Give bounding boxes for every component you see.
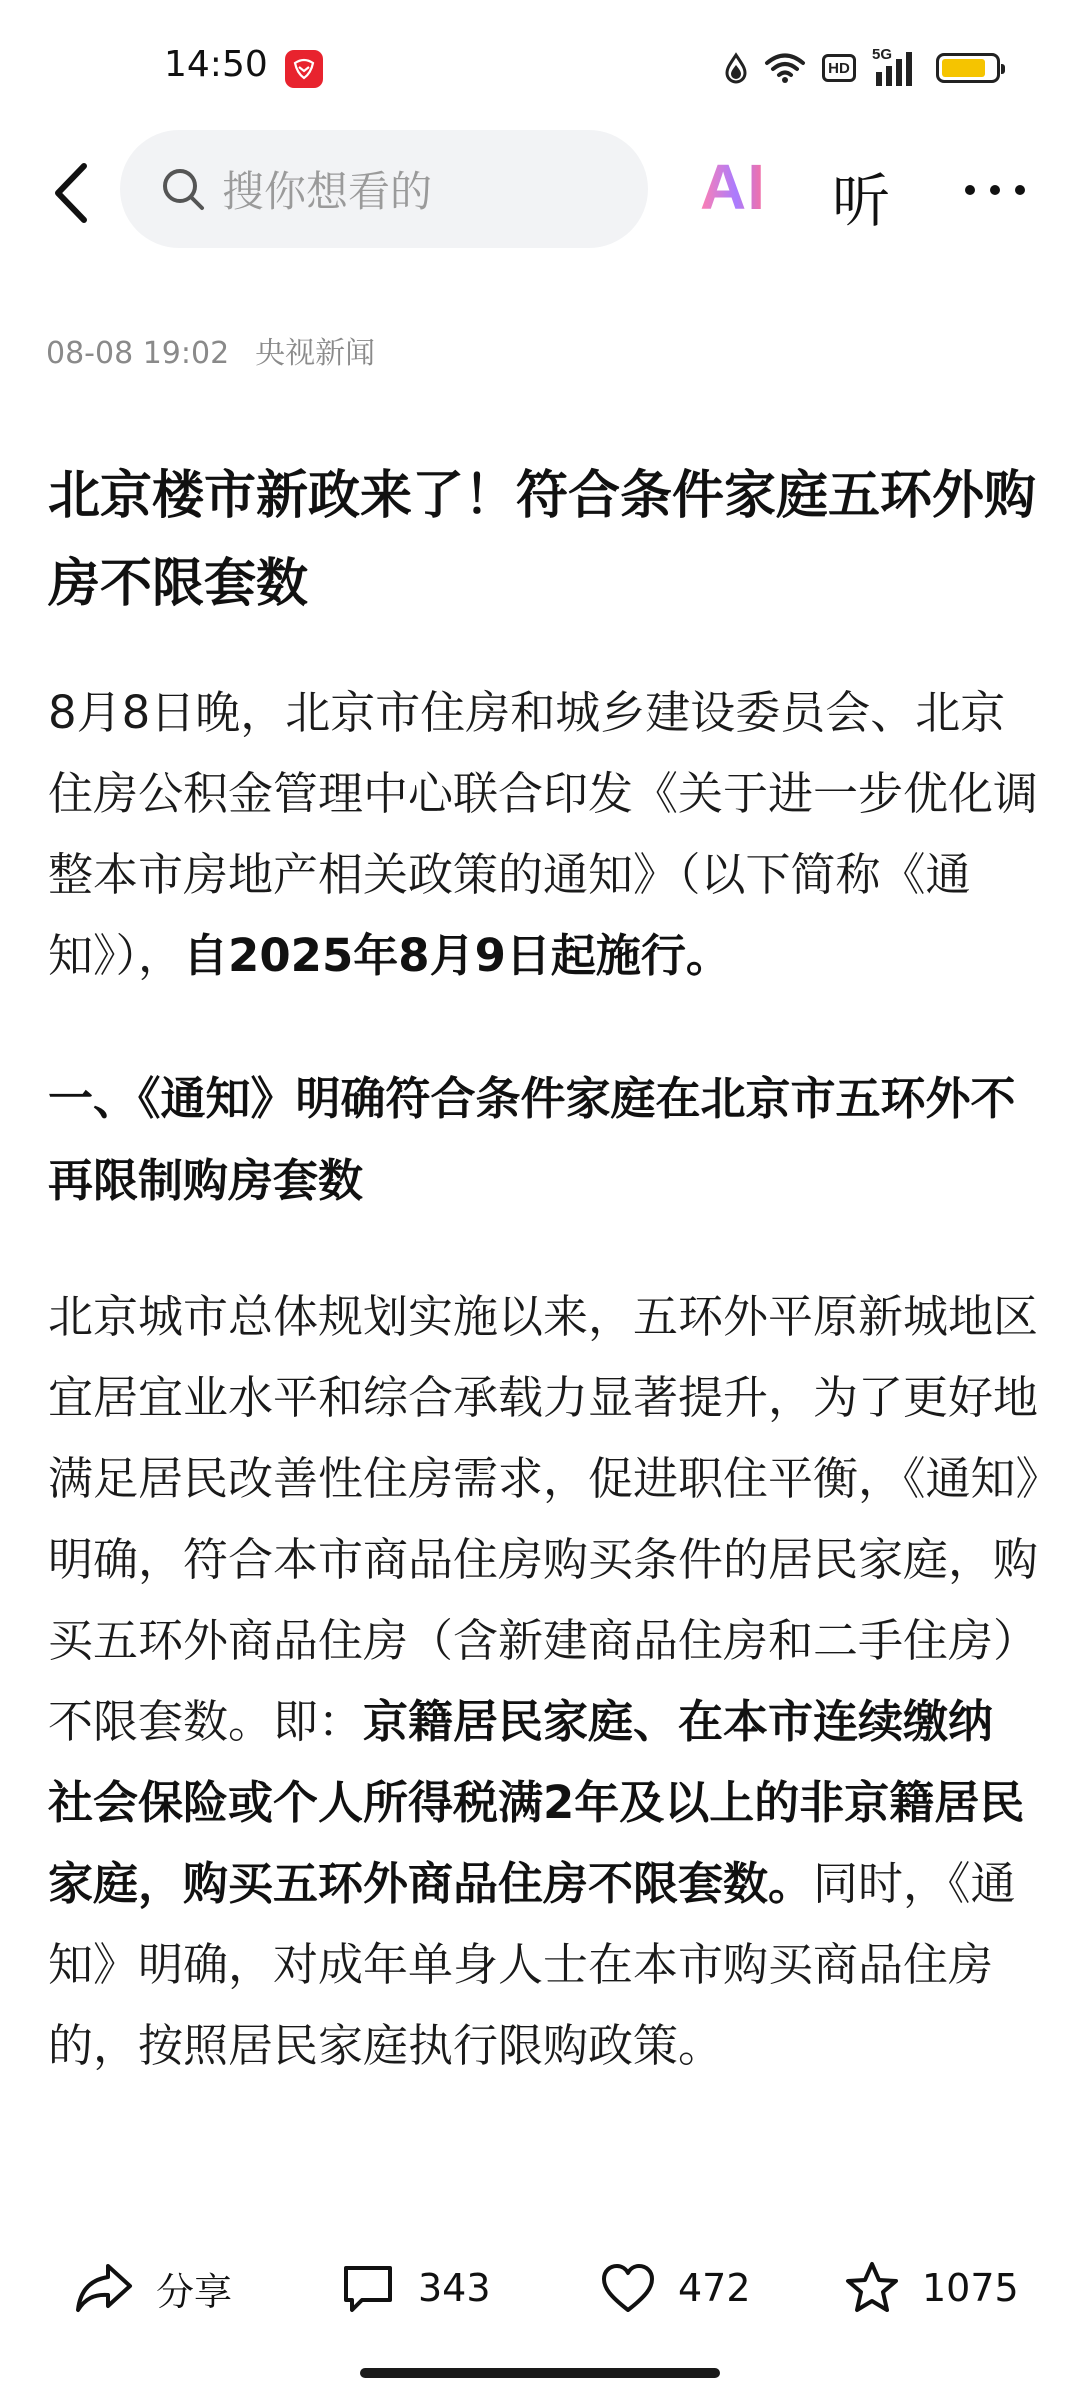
favorite-count: 1075 [922, 2266, 1019, 2310]
network-label: 5G [872, 46, 893, 63]
home-indicator[interactable] [360, 2368, 720, 2378]
wifi-icon [764, 52, 806, 84]
comment-button[interactable] [340, 2258, 491, 2318]
favorite-button[interactable] [844, 2258, 1019, 2318]
listen-button[interactable]: 听 [832, 167, 891, 235]
ai-button[interactable]: AI [700, 151, 766, 223]
bottom-action-bar [0, 2240, 1080, 2340]
like-button[interactable] [600, 2258, 751, 2318]
article-meta [46, 328, 375, 372]
search-input[interactable] [120, 130, 648, 248]
paragraph-2-emphasis: 京籍居民家庭、在本市连续缴纳社会保险或个人所得税满2年及以上的非京籍居民家庭，购买五环外商品住房不限套数。 [48, 1695, 1025, 1910]
star-icon [844, 2260, 900, 2316]
status-bar [0, 0, 1080, 140]
back-arrow-icon [44, 158, 104, 228]
status-icons [724, 48, 1000, 88]
more-button[interactable] [960, 160, 1030, 220]
paragraph-1-text: 8月8日晚，北京市住房和城乡建设委员会、北京住房公积金管理中心联合印发《关于进一步优化调整本市房地产相关政策的通知》（以下简称《通知》）， [48, 686, 1039, 982]
comment-icon [340, 2260, 396, 2316]
signal-icon [872, 46, 920, 86]
like-count: 472 [678, 2266, 751, 2310]
heart-icon [600, 2262, 656, 2314]
paragraph-1-emphasis: 自2025年8月9日起施行。 [183, 929, 731, 982]
data-saver-icon [724, 52, 748, 84]
search-placeholder: 搜你想看的 [222, 167, 433, 216]
section-heading: 一、《通知》明确符合条件家庭在北京市五环外不再限制购房套数 [48, 1072, 1016, 1207]
battery-icon [936, 53, 1000, 83]
paragraph-2-text-a: 北京城市总体规划实施以来，五环外平原新城地区宜居宜业水平和综合承载力显著提升，为了更好地满足居民改善性住房需求，促进职住平衡，《通知》明确，符合本市商品住房购买条件的居民家庭，购买五环外商品住房（含新建商品住房和二手住房）不限套数。即： [48, 1290, 1039, 1748]
app-notification-icon [285, 50, 323, 88]
paragraph-2-text-b: 同时，《通知》明确，对成年单身人士在本市购买商品住房的，按照居民家庭执行限购政策。 [48, 1857, 1016, 2072]
share-label: 分享 [156, 2269, 233, 2314]
source-name[interactable]: 央视新闻 [255, 336, 376, 371]
comment-count: 343 [418, 2266, 491, 2310]
hd-icon [822, 54, 856, 82]
article-paragraph-1 [48, 672, 1038, 996]
search-icon [160, 166, 206, 212]
back-button[interactable] [44, 158, 104, 228]
more-dots-icon [960, 160, 1030, 220]
status-time: 14:50 [164, 44, 268, 85]
battery-level [942, 59, 985, 77]
article-paragraph-2 [48, 1276, 1038, 2086]
article-title: 北京楼市新政来了！符合条件家庭五环外购房不限套数 [48, 466, 1037, 614]
hd-label: HD [828, 59, 850, 77]
share-icon [74, 2260, 134, 2316]
share-button[interactable] [74, 2258, 232, 2318]
publish-time: 08-08 19:02 [46, 336, 230, 371]
top-navigation-bar [0, 120, 1080, 260]
